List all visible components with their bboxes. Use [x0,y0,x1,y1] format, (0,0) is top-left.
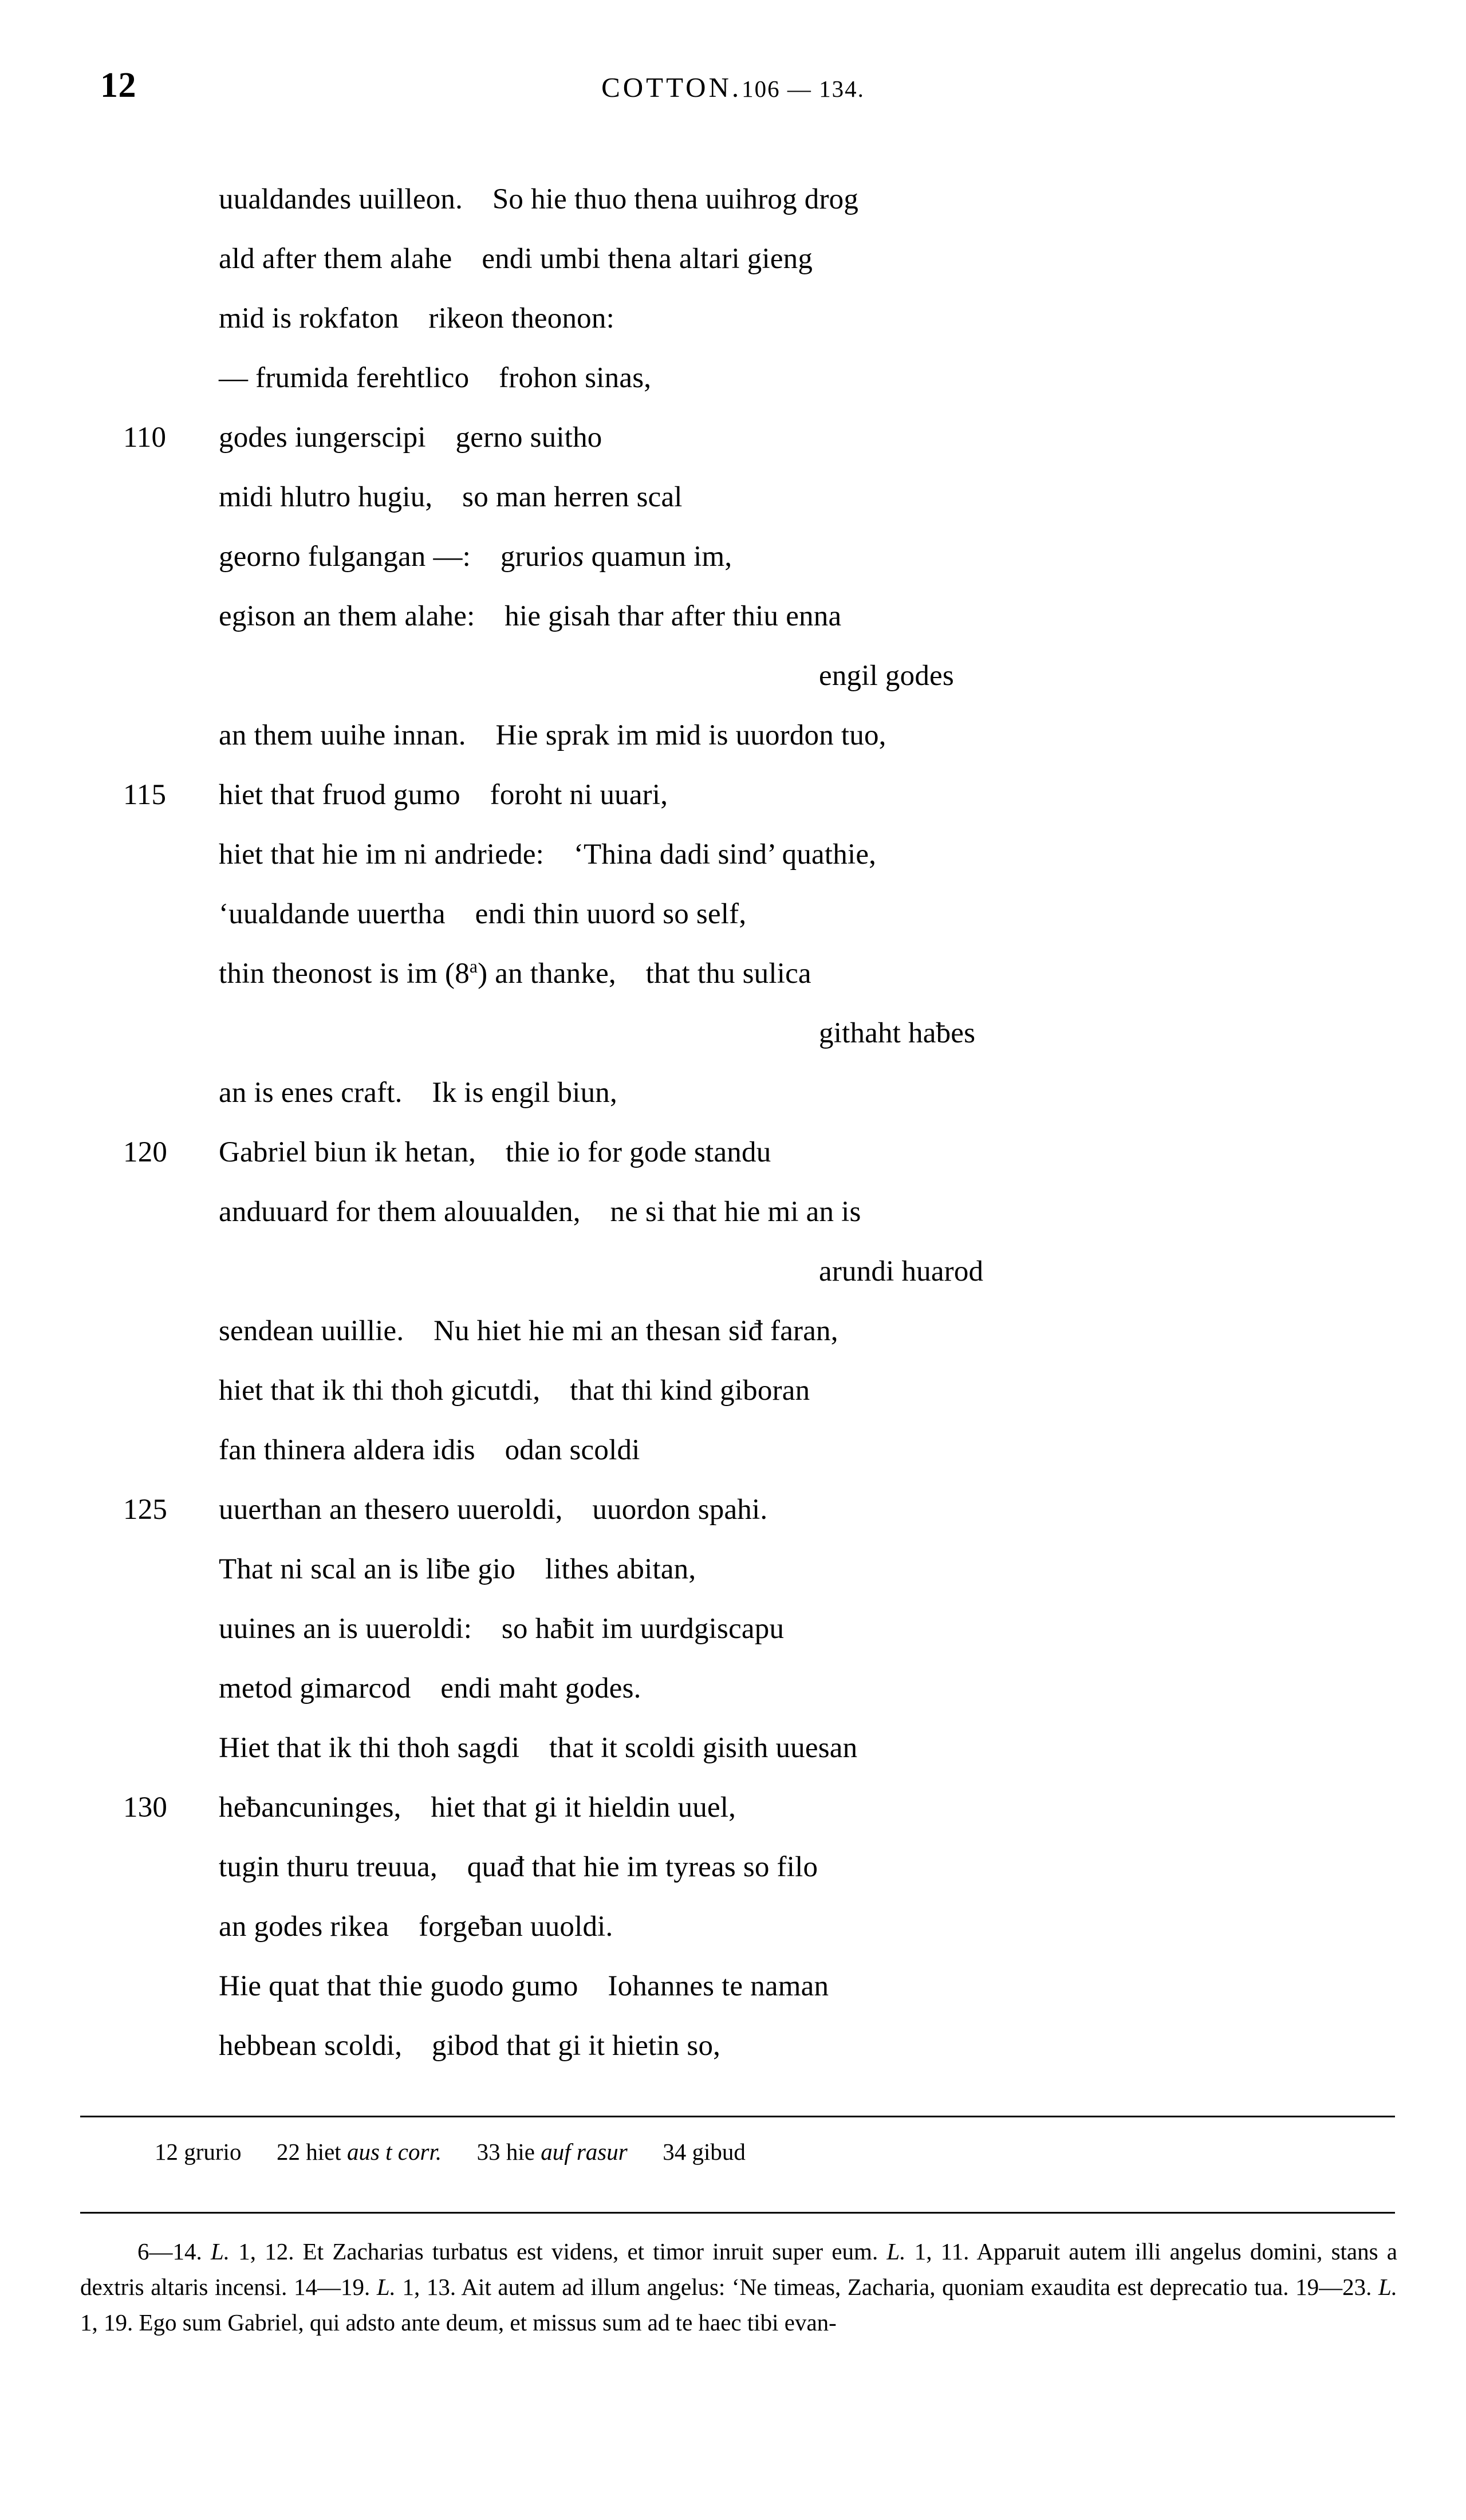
verse-line-number: 115 [123,779,167,811]
verse-line [0,1063,1466,1123]
verse-line-text: mid is rokfaton rikeon theonon: [219,302,614,334]
verse-line [0,1778,1466,1837]
verse-line [0,825,1466,884]
verse-line [0,1837,1466,1897]
verse-line-text: hiet that ik thi thoh gicutdi, that thi kind giboran [219,1375,810,1407]
verse-line [0,527,1466,586]
apparatus-note: auf rasur [541,2139,628,2165]
verse-line [0,1599,1466,1659]
verse-line [0,1420,1466,1480]
verse-line [0,1718,1466,1778]
verse-line [0,408,1466,467]
verse-line-text: — frumida ferehtlico frohon sinas, [219,362,652,394]
verse-line-text: Hie quat that thie guodo gumo Iohannes te naman [219,1970,829,2002]
footnote-source-sigil: L. [1378,2274,1397,2300]
apparatus-line-ref: 12 [155,2139,178,2165]
verse-line [0,646,1466,706]
apparatus-line-ref: 33 [476,2139,501,2165]
apparatus-lemma: hiet [306,2139,341,2165]
verse-line [0,1480,1466,1539]
verse-line-text: engil godes [819,660,954,692]
verse-line-number: 125 [123,1494,168,1526]
verse-line [0,348,1466,408]
footnote-text: 1, 11. Apparuit autem illi angelus domini, stans a dextris altaris incensi. 14—19. [80,2238,1397,2300]
verse-line-text: thin theonost is im (8$^a$) an thanke, that thu sulica [219,956,811,990]
verse-line [0,1123,1466,1182]
apparatus-lemma: grurio [184,2139,242,2165]
apparatus-lemma: gibud [692,2139,746,2165]
folio-superscript: a [469,956,478,976]
verse-line [0,884,1466,944]
footnote-text: 1, 12. Et Zacharias turbatus est videns, et timor inruit super eum. [230,2238,887,2265]
verse-line [0,1361,1466,1420]
apparatus-line-ref: 34 [663,2139,687,2165]
critical-apparatus [80,2134,1395,2169]
footnote-source-sigil: L. [210,2238,230,2265]
verse-line-text: fan thinera aldera idis odan scoldi [219,1434,640,1466]
verse-line [0,944,1466,1003]
verse-line-text: an godes rikea forgeƀan uuoldi. [219,1911,613,1943]
footnote-text: 1, 19. Ego sum Gabriel, qui adsto ante deum, et missus sum ad te haec tibi evan- [80,2309,837,2336]
verse-line-text: anduuard for them alouualden, ne si that hie mi an is [219,1196,861,1228]
apparatus-entry [277,2139,442,2165]
apparatus-lemma: hie [506,2139,535,2165]
apparatus-entry [477,2139,628,2165]
page-number: 12 [100,66,136,105]
italic-letter: o [469,2030,484,2062]
verse-line-text: Gabriel biun ik hetan, thie io for gode standu [219,1136,771,1168]
verse-line-text: sendean uuillie. Nu hiet hie mi an thesan siđ faran, [219,1315,838,1347]
verse-line-number: 110 [123,422,167,454]
verse-line [0,1301,1466,1361]
footnote-source-sigil: L. [376,2274,396,2300]
running-head-source: COTTON. [601,72,742,103]
verse-line [0,2016,1466,2076]
verse-line-text: egison an them alahe: hie gisah thar after thiu enna [219,600,842,632]
verse-line-text: ‘uualdande uuertha endi thin uuord so self, [219,898,747,930]
verse-line [0,765,1466,825]
verse-line-text: uuerthan an thesero uueroldi, uuordon spahi. [219,1494,768,1526]
apparatus-entry [155,2139,241,2165]
verse-line-text: hiet that hie im ni andriede: ‘Thina dadi sind’ quathie, [219,838,877,871]
verse-line-text: ald after them alahe endi umbi thena altari gieng [219,243,813,275]
verse-line-text: uualdandes uuilleon. So hie thuo thena uuihrog drog [219,183,859,215]
verse-line [0,1242,1466,1301]
verse-line-text: an them uuihe innan. Hie sprak im mid is uuordon tuo, [219,719,886,751]
verse-line [0,1897,1466,1956]
verse-line [0,706,1466,765]
footnote-block [80,2234,1397,2340]
verse-line-text: georno fulgangan —: grurios quamun im, [219,541,732,573]
verse-line [0,1956,1466,2016]
verse-line [0,229,1466,289]
verse-line [0,1182,1466,1242]
apparatus-note: aus t corr. [346,2139,442,2165]
verse-line-text: uuines an is uueroldi: so haƀit im uurdgiscapu [219,1613,785,1645]
apparatus-entry [663,2139,746,2165]
italic-letter: s [572,541,584,573]
verse-line-text: an is enes craft. Ik is engil biun, [219,1077,617,1109]
footnote-divider-rule [80,2212,1395,2214]
verse-line-text: hebbean scoldi, gibod that gi it hietin so, [219,2030,721,2062]
verse-line-text: godes iungerscipi gerno suitho [219,422,602,454]
verse-line [0,170,1466,229]
verse-line-text: tugin thuru treuua, quađ that hie im tyreas so filo [219,1851,818,1883]
verse-line-text: arundi huarod [819,1255,984,1287]
verse-line-text: That ni scal an is liƀe gio lithes abitan, [219,1553,696,1585]
verse-line [0,586,1466,646]
running-head-title [0,73,1466,101]
verse-line [0,289,1466,348]
verse-line-number: 120 [123,1136,168,1168]
verse-line-text: Hiet that ik thi thoh sagdi that it scoldi gisith uuesan [219,1732,858,1764]
verse-line-text: midi hlutro hugiu, so man herren scal [219,481,683,513]
verse-line-text: heƀancuninges, hiet that gi it hieldin uuel, [219,1791,736,1824]
verse-line-number: 130 [123,1791,168,1824]
verse-line [0,1003,1466,1063]
footnote-source-sigil: L. [886,2238,906,2265]
running-head [0,68,1466,119]
verse-line-text: githaht haƀes [819,1017,976,1049]
verse-line-text: hiet that fruod gumo foroht ni uuari, [219,779,668,811]
verse-line [0,1659,1466,1718]
running-head-line-range: 106 — 134. [742,76,865,102]
apparatus-line-ref: 22 [276,2139,300,2165]
verse-line [0,1539,1466,1599]
verse-line-text: metod gimarcod endi maht godes. [219,1672,641,1704]
footnote-paragraph [80,2234,1397,2340]
footnote-text: 6—14. [137,2238,202,2265]
verse-line [0,467,1466,527]
verse-text-block [0,170,1466,2076]
footnote-text: 1, 13. Ait autem ad illum angelus: ‘Ne timeas, Zacharia, quoniam exaudita est deprecatio tua. 19—23. [395,2274,1378,2300]
apparatus-divider-rule [80,2116,1395,2117]
footnote-text [202,2238,211,2265]
